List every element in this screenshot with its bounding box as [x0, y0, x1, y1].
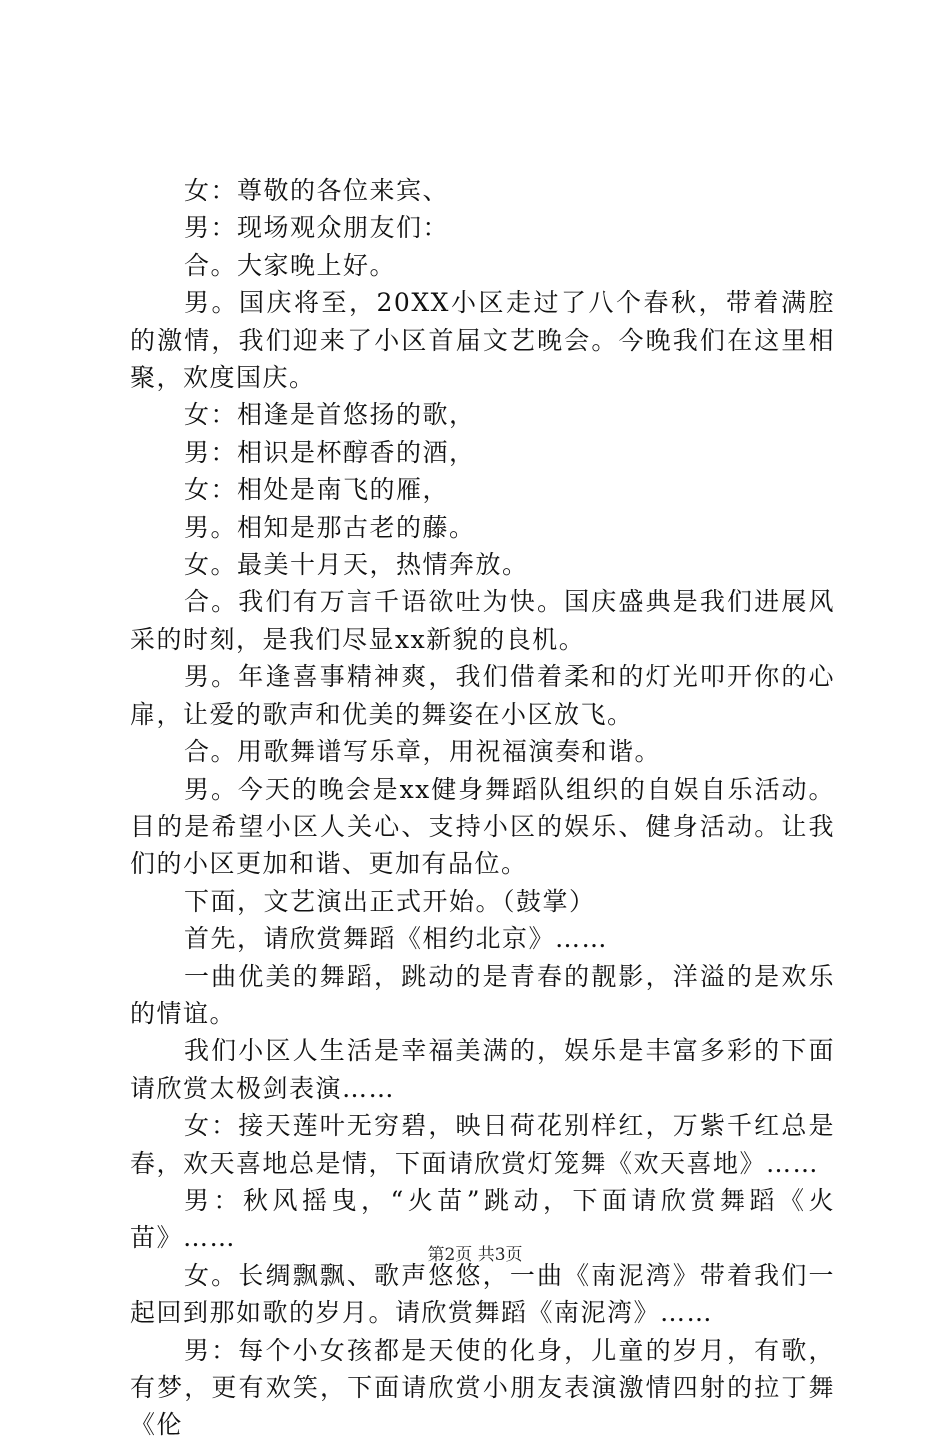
paragraph: 男。相知是那古老的藤。	[184, 512, 476, 542]
paragraph: 男。年逢喜事精神爽，我们借着柔和的灯光叩开你的心扉，让爱的歌声和优美的舞姿在小区放飞。	[130, 662, 835, 729]
paragraph: 合。我们有万言千语欲吐为快。国庆盛典是我们进展风采的时刻，是我们尽显xx新貌的良机。	[130, 587, 835, 654]
paragraph: 一曲优美的舞蹈，跳动的是青春的靓影，洋溢的是欢乐的情谊。	[130, 961, 835, 1028]
paragraph: 我们小区人生活是幸福美满的，娱乐是丰富多彩的下面请欣赏太极剑表演……	[130, 1036, 835, 1103]
paragraph: 男。今天的晚会是xx健身舞蹈队组织的自娱自乐活动。目的是希望小区人关心、支持小区的娱乐、健身活动。让我们的小区更加和谐、更加有品位。	[130, 774, 835, 879]
paragraph: 男：现场观众朋友们：	[184, 213, 450, 243]
paragraph: 合。用歌舞谱写乐章，用祝福演奏和谐。	[184, 737, 662, 767]
paragraph: 女。长绸飘飘、歌声悠悠，一曲《南泥湾》带着我们一起回到那如歌的岁月。请欣赏舞蹈《南泥湾》……	[130, 1260, 835, 1328]
paragraph: 女：尊敬的各位来宾、	[184, 176, 450, 205]
page-number-footer: 第2页 共3页	[427, 1245, 523, 1265]
paragraph: 下面，文艺演出正式开始。（鼓掌）	[184, 886, 596, 916]
paragraph: 女：相处是南飞的雁，	[184, 475, 450, 505]
paragraph: 男：秋风摇曳，“火苗”跳动，下面请欣赏舞蹈《火苗》……	[130, 1185, 835, 1253]
paragraph: 女：相逢是首悠扬的歌，	[184, 400, 476, 430]
paragraph: 女。最美十月天，热情奔放。	[184, 550, 529, 580]
paragraph: 男。国庆将至，20XX小区走过了八个春秋，带着满腔的激情，我们迎来了小区首届文艺晚会。今晚我们在这里相聚，欢度国庆。	[130, 288, 835, 393]
paragraph: 女：接天莲叶无穷碧，映日荷花别样红，万紫千红总是春，欢天喜地总是情，下面请欣赏灯笼舞《欢天喜地》……	[130, 1111, 835, 1178]
paragraph: 男：每个小女孩都是天使的化身，儿童的岁月，有歌，有梦，更有欢笑，下面请欣赏小朋友表演激情四射的拉丁舞《伦	[130, 1335, 835, 1440]
paragraph: 合。大家晚上好。	[184, 250, 397, 280]
paragraph: 男：相识是杯醇香的酒，	[184, 437, 476, 467]
paragraph: 首先，请欣赏舞蹈《相约北京》……	[184, 924, 609, 954]
